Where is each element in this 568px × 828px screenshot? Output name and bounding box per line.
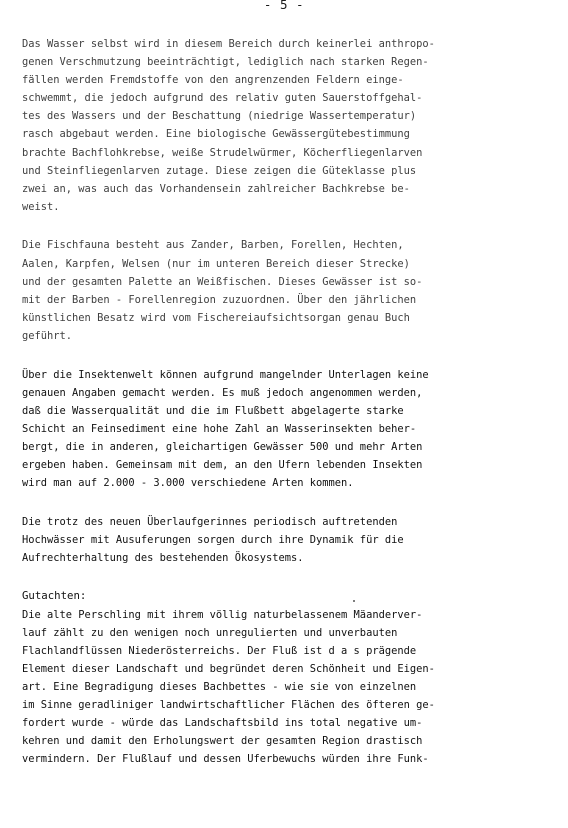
text-line: rasch abgebaut werden. Eine biologische Gewässergütebestimmung <box>22 128 410 141</box>
text-line: bergt, die in anderen, gleichartigen Gewässer 500 und mehr Arten <box>22 440 423 453</box>
paragraph-floods <box>22 513 552 567</box>
text-line: im Sinne geradliniger landwirtschaftlicher Flächen des öfteren ge- <box>22 699 435 711</box>
text-line: Aufrechterhaltung des bestehenden Ökosystems. <box>22 551 304 564</box>
text-line: weist. <box>22 200 60 213</box>
text-line: Die trotz des neuen Überlaufgerinnes periodisch auftretenden <box>22 515 398 528</box>
text-line: Die alte Perschling mit ihrem völlig naturbelassenem Mäanderver- <box>22 608 423 621</box>
text-line: Aalen, Karpfen, Welsen (nur im unteren Bereich dieser Strecke) <box>22 257 410 270</box>
text-line: lauf zählt zu den wenigen noch unregulierten und unverbauten <box>22 626 398 639</box>
text-line: kehren und damit den Erholungswert der gesamten Region drastisch <box>22 735 423 748</box>
text-line: daß die Wasserqualität und die im Flußbett abgelagerte starke <box>22 404 404 417</box>
paragraph-fish-fauna <box>22 236 552 345</box>
paragraph-assessment <box>22 587 552 768</box>
text-line: Element dieser Landschaft und begründet deren Schönheit und Eigen- <box>22 662 435 675</box>
paragraph-insects <box>22 366 552 493</box>
text-line: genauen Angaben gemacht werden. Es muß jedoch angenommen werden, <box>22 386 423 399</box>
text-line: Die Fischfauna besteht aus Zander, Barben, Forellen, Hechten, <box>22 239 404 252</box>
text-line: fordert wurde - würde das Landschaftsbild ins total negative um- <box>22 717 423 730</box>
text-line: Hochwässer mit Ausuferungen sorgen durch ihre Dynamik für die <box>22 533 404 546</box>
text-line: Das Wasser selbst wird in diesem Bereich durch keinerlei anthropo- <box>22 38 435 50</box>
text-line: Schicht an Feinsediment eine hohe Zahl an Wasserinsekten beher- <box>22 422 417 435</box>
paragraph-water-quality <box>22 35 552 216</box>
text-line: mit der Barben - Forellenregion zuzuordnen. Über den jährlichen <box>22 293 417 306</box>
text-line: geführt. <box>22 329 73 342</box>
text-line: art. Eine Begradigung dieses Bachbettes - wie sie von einzelnen <box>22 680 417 693</box>
text-line: Über die Insektenwelt können aufgrund mangelnder Unterlagen keine <box>22 368 429 381</box>
text-line: und Steinfliegenlarven zutage. Diese zeigen die Güteklasse plus <box>22 164 417 177</box>
text-line: schwemmt, die jedoch aufgrund des relativ guten Sauerstoffgehal- <box>22 92 423 105</box>
page-number: - 5 - <box>263 0 305 12</box>
text-line: künstlichen Besatz wird vom Fischereiaufsichtsorgan genau Buch <box>22 311 410 324</box>
text-line: ergeben haben. Gemeinsam mit dem, an den Ufern lebenden Insekten <box>22 458 423 471</box>
document-body <box>22 35 552 768</box>
text-line: genen Verschmutzung beeinträchtigt, lediglich nach starken Regen- <box>22 56 429 69</box>
text-line: brachte Bachflohkrebse, weiße Strudelwürmer, Köcherfliegenlarven <box>22 146 423 159</box>
text-line: Flachlandflüssen Niederösterreichs. Der Fluß ist d a s prägende <box>22 644 417 657</box>
text-line: vermindern. Der Flußlauf und dessen Uferbewuchs würden ihre Funk- <box>22 753 429 766</box>
text-line: zwei an, was auch das Vorhandensein zahlreicher Bachkrebse be- <box>22 182 410 195</box>
text-line: fällen werden Fremdstoffe von den angrenzenden Feldern einge- <box>22 74 404 87</box>
section-heading: Gutachten: <box>22 589 87 603</box>
text-line: wird man auf 2.000 - 3.000 verschiedene Arten kommen. <box>22 477 354 490</box>
scan-speck <box>353 600 355 602</box>
text-line: tes des Wassers und der Beschattung (niedrige Wassertemperatur) <box>22 110 417 123</box>
text-line: und der gesamten Palette an Weißfischen. Dieses Gewässer ist so- <box>22 275 423 288</box>
